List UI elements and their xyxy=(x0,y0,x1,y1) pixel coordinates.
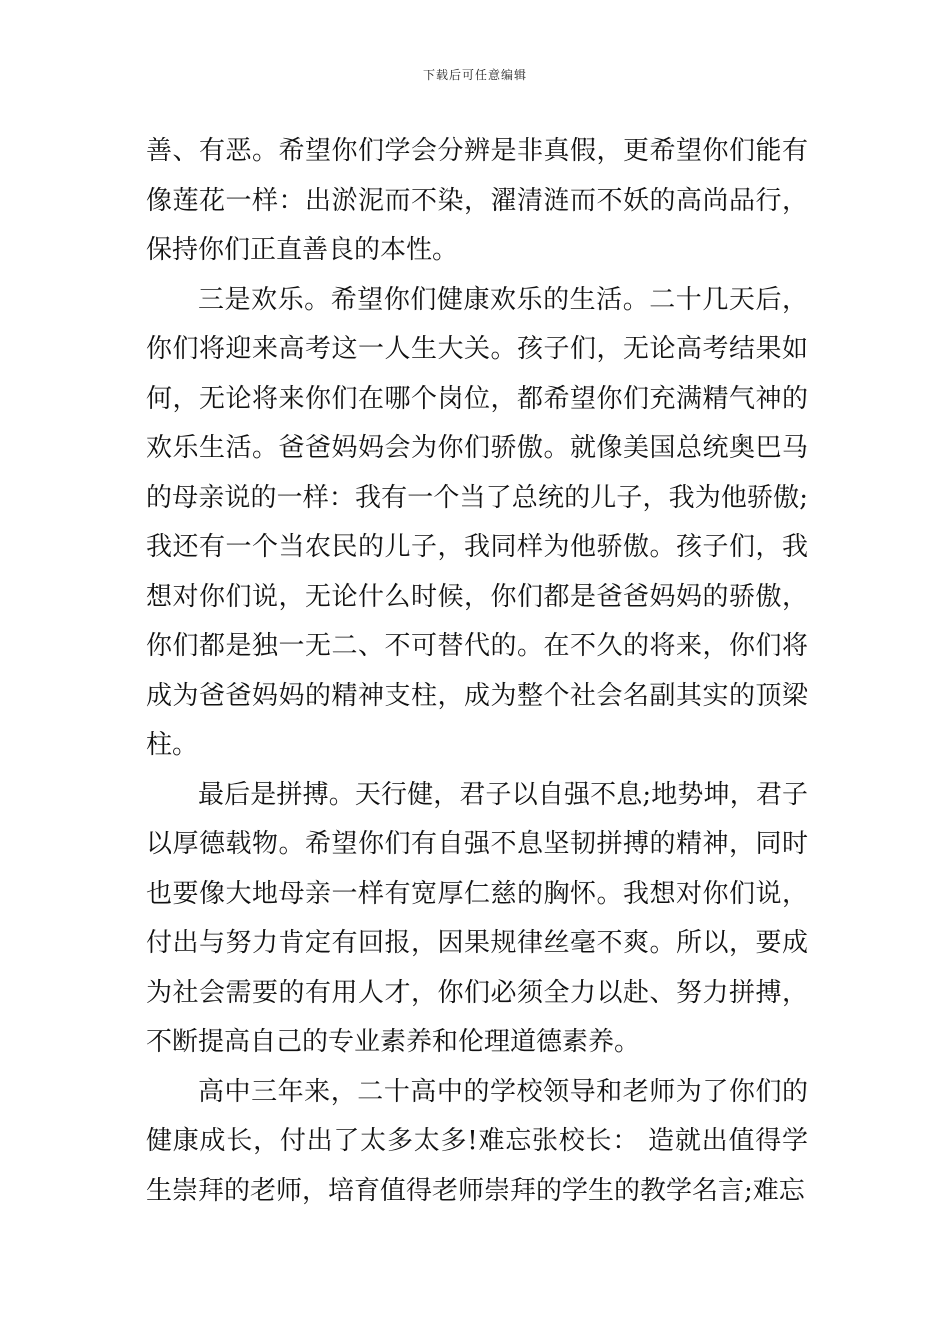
paragraph-3: 最后是拼搏。天行健，君子以自强不息;地势坤，君子以厚德载物。希望你们有自强不息坚韧拼搏的精神，同时也要像大地母亲一样有宽厚仁慈的胸怀。我想对你们说，付出与努力肯定有回报，因果规律丝毫不爽。所以，要成为社会需要的有用人才，你们必须全力以赴、努力拼搏，不断提高自己的专业素养和伦理道德素养。 xyxy=(146,779,808,1057)
paragraph-4: 高中三年来，二十高中的学校领导和老师为了你们的健康成长，付出了太多太多!难忘张校长： 造就出值得学生崇拜的老师，培育值得老师崇拜的学生的教学名言;难忘 xyxy=(146,1076,808,1206)
document-body xyxy=(146,127,808,1216)
page-header: 下载后可任意编辑 xyxy=(422,68,527,82)
paragraph-1: 善、有恶。希望你们学会分辨是非真假，更希望你们能有像莲花一样：出淤泥而不染，濯清涟而不妖的高尚品行，保持你们正直善良的本性。 xyxy=(146,136,808,265)
paragraph-2: 三是欢乐。希望你们健康欢乐的生活。二十几天后，你们将迎来高考这一人生大关。孩子们，无论高考结果如何，无论将来你们在哪个岗位，都希望你们充满精气神的欢乐生活。爸爸妈妈会为你们骄傲。就像美国总统奥巴马的母亲说的一样：我有一个当了总统的儿子，我为他骄傲;我还有一个当农民的儿子，我同样为他骄傲。孩子们，我想对你们说，无论什么时候，你们都是爸爸妈妈的骄傲，你们都是独一无二、不可替代的。在不久的将来，你们将成为爸爸妈妈的精神支柱，成为整个社会名副其实的顶梁柱。 xyxy=(146,284,808,760)
